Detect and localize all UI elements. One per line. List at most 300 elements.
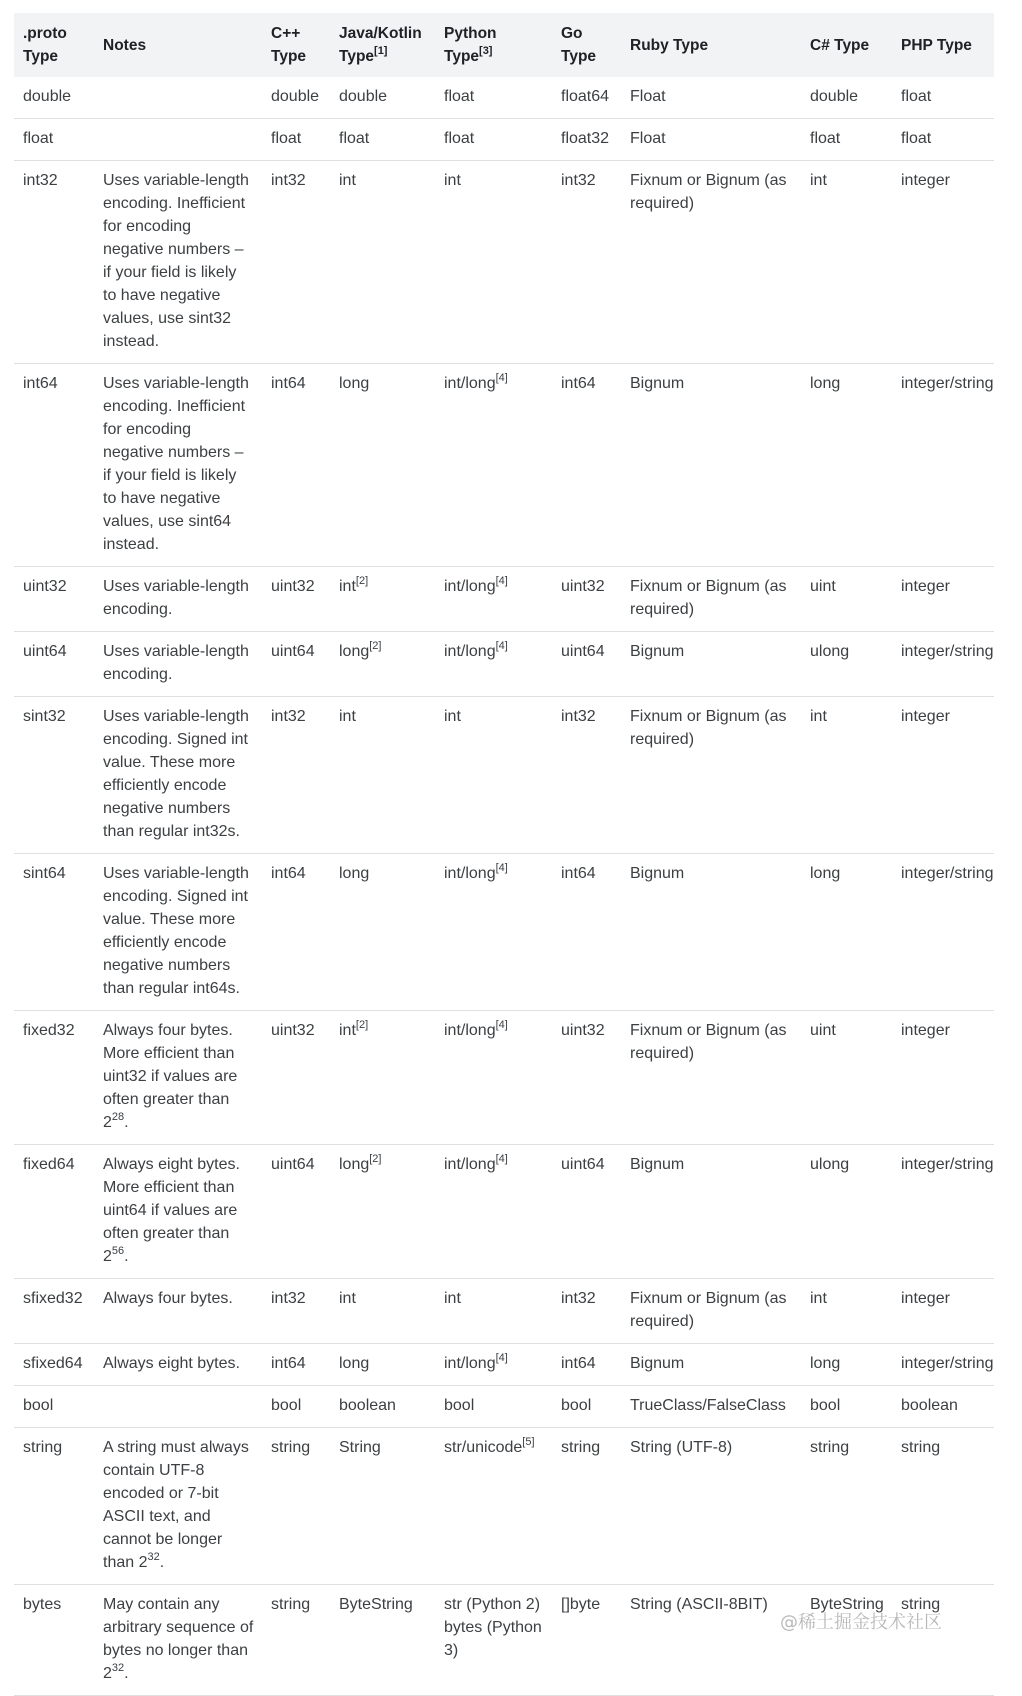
cell-text: Uses variable-length encoding. Inefficient for encoding negative numbers – if your field is likely to have negative values, use sint32 instead. [103, 172, 249, 350]
cell-text: int [444, 1290, 461, 1307]
cell-text: int64 [561, 1355, 596, 1372]
header-label: PHP Type [901, 36, 972, 54]
cell-text: string [901, 1439, 941, 1456]
cell-php-type [892, 567, 994, 632]
watermark: @稀土掘金技术社区 [780, 1612, 942, 1633]
cell-text: integer/string [901, 1355, 994, 1372]
cell-php-type [892, 1011, 994, 1145]
cell-text: int64 [271, 865, 306, 882]
footnote-ref[interactable]: [4] [495, 1152, 508, 1165]
cell-text: Uses variable-length encoding. Signed int value. These more efficiently encode negative numbers than regular int32s. [103, 708, 249, 840]
cell-text: int64 [23, 375, 58, 392]
cell-text: float [23, 130, 54, 147]
cell-text: uint64 [561, 1156, 605, 1173]
cell-text: int [444, 708, 461, 725]
cell-text: Fixnum or Bignum (as required) [630, 578, 787, 618]
header-php-type [892, 13, 994, 77]
cell-go-type [552, 1279, 621, 1344]
cell-text: float64 [561, 88, 610, 105]
header-ruby-type [621, 13, 801, 77]
cell-notes [94, 1279, 262, 1344]
table-row [14, 1011, 994, 1145]
cell-text: Float [630, 88, 666, 105]
cell-java-type [330, 1279, 435, 1344]
cell-text: ulong [810, 1156, 850, 1173]
cell-text: sfixed64 [23, 1355, 83, 1372]
cell-text-tail: . [124, 1114, 129, 1131]
header-java-kotlin-type [330, 13, 435, 77]
cell-java-type [330, 1011, 435, 1145]
footnote-ref[interactable]: [2] [355, 574, 369, 587]
cell-php-type [892, 1145, 994, 1279]
header-go-type [552, 13, 621, 77]
cell-text: float32 [561, 130, 610, 147]
cell-go-type [552, 1428, 621, 1585]
cell-go-type [552, 1145, 621, 1279]
exponent: 32 [111, 1661, 125, 1674]
cell-text: Bignum [630, 1355, 685, 1372]
cell-cpp-type [262, 632, 330, 697]
cell-text: sint32 [23, 708, 66, 725]
cell-proto-type [14, 119, 94, 161]
cell-text: integer [901, 578, 950, 595]
table-row [14, 119, 994, 161]
cell-text: double [339, 88, 388, 105]
table-row [14, 632, 994, 697]
cell-text: int/long [444, 578, 496, 595]
header-notes [94, 13, 262, 77]
cell-text: str (Python 2) bytes (Python 3) [444, 1596, 542, 1659]
cell-text: int64 [271, 1355, 306, 1372]
cell-go-type [552, 1011, 621, 1145]
footnote-ref[interactable]: [4] [495, 1018, 508, 1031]
cell-text: uint64 [561, 643, 605, 660]
cell-java-type [330, 632, 435, 697]
cell-go-type [552, 632, 621, 697]
cell-text: uint32 [561, 1022, 605, 1039]
cell-text: string [561, 1439, 601, 1456]
cell-php-type [892, 1386, 994, 1428]
cell-go-type [552, 1344, 621, 1386]
cell-text: fixed32 [23, 1022, 75, 1039]
cell-python-type [435, 119, 552, 161]
cell-text: str/unicode [444, 1439, 523, 1456]
cell-csharp-type [801, 1279, 892, 1344]
cell-text-tail: . [124, 1248, 129, 1265]
cell-text: ByteString [810, 1596, 884, 1613]
cell-proto-type [14, 1428, 94, 1585]
cell-cpp-type [262, 1386, 330, 1428]
cell-text: Fixnum or Bignum (as required) [630, 1022, 787, 1062]
footnote-ref[interactable]: [4] [495, 639, 508, 652]
exponent: 32 [147, 1550, 160, 1563]
cell-text: ulong [810, 643, 850, 660]
cell-text: May contain any arbitrary sequence of bytes no longer than 2 [103, 1596, 254, 1682]
cell-text: TrueClass/FalseClass [630, 1397, 786, 1414]
header-label: C# Type [810, 36, 870, 54]
cell-text: bool [23, 1397, 54, 1414]
cell-text: double [810, 88, 859, 105]
cell-text: double [23, 88, 72, 105]
cell-text: long [339, 1156, 370, 1173]
footnote-ref[interactable]: [2] [355, 1018, 369, 1031]
cell-text: Always eight bytes. [103, 1355, 240, 1372]
cell-text: Bignum [630, 643, 685, 660]
cell-python-type [435, 1585, 552, 1696]
cell-ruby-type [621, 1011, 801, 1145]
cell-text: uint32 [271, 578, 315, 595]
cell-text: Bignum [630, 865, 685, 882]
cell-text: integer [901, 708, 950, 725]
cell-text: Bignum [630, 1156, 685, 1173]
header-proto-type [14, 13, 94, 77]
table-row [14, 1585, 994, 1696]
cell-text: string [271, 1439, 311, 1456]
cell-text: bool [561, 1397, 592, 1414]
cell-text: int32 [271, 172, 306, 189]
cell-php-type [892, 161, 994, 364]
cell-text: int/long [444, 1022, 496, 1039]
cell-proto-type [14, 364, 94, 567]
cell-cpp-type [262, 364, 330, 567]
cell-text: bool [271, 1397, 302, 1414]
cell-csharp-type [801, 1344, 892, 1386]
cell-python-type [435, 1344, 552, 1386]
cell-python-type [435, 632, 552, 697]
cell-notes [94, 1344, 262, 1386]
cell-notes [94, 854, 262, 1011]
cell-notes [94, 1428, 262, 1585]
cell-text: uint [810, 1022, 836, 1039]
cell-ruby-type [621, 1344, 801, 1386]
table-row [14, 364, 994, 567]
cell-text: boolean [339, 1397, 396, 1414]
cell-csharp-type [801, 854, 892, 1011]
cell-php-type [892, 697, 994, 854]
cell-text: long [339, 1355, 370, 1372]
cell-cpp-type [262, 1145, 330, 1279]
cell-text: bytes [23, 1596, 62, 1613]
cell-text: double [271, 88, 320, 105]
cell-java-type [330, 854, 435, 1011]
cell-text: int [339, 1290, 356, 1307]
cell-go-type [552, 119, 621, 161]
footnote-ref[interactable]: [4] [495, 574, 508, 587]
footnote-ref[interactable]: [2] [369, 1152, 382, 1165]
cell-text: ByteString [339, 1596, 413, 1613]
cell-java-type [330, 161, 435, 364]
cell-java-type [330, 1386, 435, 1428]
cell-text: Always eight bytes. More efficient than uint64 if values are often greater than 2 [103, 1156, 240, 1265]
cell-java-type [330, 567, 435, 632]
cell-text: float [901, 88, 932, 105]
scalar-value-types-table [14, 13, 994, 1696]
cell-proto-type [14, 567, 94, 632]
cell-text: long [810, 1355, 841, 1372]
cell-go-type [552, 77, 621, 119]
cell-java-type [330, 697, 435, 854]
cell-text: int/long [444, 1355, 496, 1372]
table-row [14, 77, 994, 119]
cell-go-type [552, 161, 621, 364]
cell-java-type [330, 77, 435, 119]
cell-text: Uses variable-length encoding. [103, 578, 249, 618]
header-python-type [435, 13, 552, 77]
cell-cpp-type [262, 1344, 330, 1386]
cell-text: integer/string [901, 865, 994, 882]
cell-notes [94, 364, 262, 567]
exponent: 56 [111, 1244, 125, 1257]
cell-java-type [330, 364, 435, 567]
table-body [14, 77, 994, 1696]
cell-text: int64 [561, 375, 596, 392]
cell-text: Bignum [630, 375, 685, 392]
cell-cpp-type [262, 1011, 330, 1145]
table-row [14, 854, 994, 1011]
cell-text: int [810, 1290, 827, 1307]
cell-cpp-type [262, 697, 330, 854]
cell-csharp-type [801, 77, 892, 119]
cell-text: Fixnum or Bignum (as required) [630, 708, 787, 748]
cell-csharp-type [801, 119, 892, 161]
cell-text: String (ASCII-8BIT) [630, 1596, 768, 1613]
cell-java-type [330, 1428, 435, 1585]
cell-notes [94, 697, 262, 854]
cell-cpp-type [262, 1279, 330, 1344]
cell-text: int [810, 172, 827, 189]
cell-text: uint32 [23, 578, 67, 595]
cell-cpp-type [262, 1428, 330, 1585]
cell-cpp-type [262, 567, 330, 632]
table-row [14, 161, 994, 364]
cell-csharp-type [801, 567, 892, 632]
cell-proto-type [14, 1386, 94, 1428]
cell-go-type [552, 567, 621, 632]
cell-csharp-type [801, 1386, 892, 1428]
footnote-ref[interactable]: [3] [479, 44, 493, 57]
cell-text: int64 [561, 865, 596, 882]
cell-text: int [444, 172, 461, 189]
cell-ruby-type [621, 161, 801, 364]
cell-text: uint64 [271, 1156, 315, 1173]
table-row [14, 1145, 994, 1279]
cell-text: long [339, 865, 370, 882]
cell-cpp-type [262, 1585, 330, 1696]
cell-ruby-type [621, 77, 801, 119]
cell-text: int32 [561, 708, 596, 725]
cell-cpp-type [262, 77, 330, 119]
cell-text: int [339, 1022, 356, 1039]
cell-text: string [23, 1439, 63, 1456]
cell-php-type [892, 1585, 994, 1696]
cell-text: long [339, 375, 370, 392]
cell-notes [94, 1145, 262, 1279]
header-cpp-type [262, 13, 330, 77]
cell-php-type [892, 77, 994, 119]
cell-csharp-type [801, 364, 892, 567]
footnote-ref[interactable]: [1] [374, 44, 388, 57]
cell-text: integer/string [901, 1156, 994, 1173]
cell-text: []byte [561, 1596, 601, 1613]
cell-text: uint64 [23, 643, 67, 660]
header-label: Java/Kotlin Type [339, 25, 422, 65]
cell-python-type [435, 567, 552, 632]
cell-notes [94, 77, 262, 119]
cell-php-type [892, 364, 994, 567]
cell-python-type [435, 1386, 552, 1428]
cell-text: Uses variable-length encoding. Inefficient for encoding negative numbers – if your field is likely to have negative values, use sint64 instead. [103, 375, 249, 553]
cell-text: float [444, 130, 475, 147]
footnote-ref[interactable]: [4] [495, 861, 508, 874]
cell-notes [94, 632, 262, 697]
exponent: 28 [111, 1110, 125, 1123]
cell-text: String [339, 1439, 381, 1456]
cell-python-type [435, 1279, 552, 1344]
cell-ruby-type [621, 567, 801, 632]
cell-proto-type [14, 77, 94, 119]
cell-php-type [892, 854, 994, 1011]
cell-php-type [892, 1344, 994, 1386]
table-header-row [14, 13, 994, 77]
cell-proto-type [14, 1344, 94, 1386]
cell-text: string [810, 1439, 850, 1456]
cell-proto-type [14, 854, 94, 1011]
cell-text: float [810, 130, 841, 147]
cell-text-tail: . [159, 1554, 165, 1571]
cell-python-type [435, 364, 552, 567]
cell-text: int/long [444, 865, 496, 882]
cell-text: int [339, 172, 356, 189]
cell-proto-type [14, 697, 94, 854]
cell-proto-type [14, 1011, 94, 1145]
cell-java-type [330, 1145, 435, 1279]
cell-python-type [435, 1011, 552, 1145]
cell-text-tail: . [124, 1665, 129, 1682]
cell-java-type [330, 1344, 435, 1386]
header-label: Go Type [561, 25, 597, 65]
cell-text: int32 [561, 172, 596, 189]
cell-text: long [810, 865, 841, 882]
cell-text: long [339, 643, 370, 660]
cell-text: int [339, 578, 356, 595]
cell-text: integer [901, 1290, 950, 1307]
cell-text: string [901, 1596, 941, 1613]
cell-csharp-type [801, 632, 892, 697]
cell-csharp-type [801, 1011, 892, 1145]
cell-text: sfixed32 [23, 1290, 83, 1307]
cell-go-type [552, 854, 621, 1011]
cell-text: Fixnum or Bignum (as required) [630, 172, 787, 212]
table-row [14, 1279, 994, 1344]
cell-python-type [435, 1428, 552, 1585]
cell-python-type [435, 161, 552, 364]
cell-text: Uses variable-length encoding. Signed int value. These more efficiently encode negative numbers than regular int64s. [103, 865, 249, 997]
cell-ruby-type [621, 1145, 801, 1279]
cell-ruby-type [621, 854, 801, 1011]
cell-text: integer [901, 1022, 950, 1039]
cell-text: int [810, 708, 827, 725]
table-row [14, 697, 994, 854]
cell-ruby-type [621, 1386, 801, 1428]
cell-text: fixed64 [23, 1156, 75, 1173]
cell-text: int [339, 708, 356, 725]
header-label: Notes [103, 36, 147, 54]
cell-text: Float [630, 130, 666, 147]
cell-csharp-type [801, 1585, 892, 1696]
cell-text: Always four bytes. [103, 1290, 233, 1307]
cell-text: uint64 [271, 643, 315, 660]
cell-php-type [892, 1279, 994, 1344]
cell-text: integer [901, 172, 950, 189]
cell-text: integer/string [901, 643, 994, 660]
cell-ruby-type [621, 1428, 801, 1585]
cell-csharp-type [801, 697, 892, 854]
cell-text: float [339, 130, 370, 147]
cell-text: float [271, 130, 302, 147]
cell-proto-type [14, 161, 94, 364]
cell-cpp-type [262, 161, 330, 364]
cell-go-type [552, 1585, 621, 1696]
cell-text: bool [810, 1397, 841, 1414]
cell-python-type [435, 77, 552, 119]
cell-notes [94, 161, 262, 364]
cell-text: uint32 [561, 578, 605, 595]
cell-text: float [444, 88, 475, 105]
cell-text: int32 [271, 1290, 306, 1307]
table-row [14, 567, 994, 632]
cell-text: int32 [23, 172, 58, 189]
cell-ruby-type [621, 119, 801, 161]
footnote-ref[interactable]: [4] [495, 371, 508, 384]
cell-csharp-type [801, 1428, 892, 1585]
cell-text: uint32 [271, 1022, 315, 1039]
cell-python-type [435, 697, 552, 854]
cell-php-type [892, 119, 994, 161]
cell-text: int/long [444, 1156, 496, 1173]
header-label: .proto Type [23, 25, 67, 65]
cell-proto-type [14, 1585, 94, 1696]
cell-ruby-type [621, 1585, 801, 1696]
cell-text: Fixnum or Bignum (as required) [630, 1290, 787, 1330]
cell-php-type [892, 632, 994, 697]
cell-proto-type [14, 632, 94, 697]
cell-cpp-type [262, 119, 330, 161]
cell-text: string [271, 1596, 311, 1613]
table-row [14, 1428, 994, 1585]
cell-proto-type [14, 1145, 94, 1279]
cell-text: uint [810, 578, 836, 595]
footnote-ref[interactable]: [4] [495, 1351, 508, 1364]
cell-text: Always four bytes. More efficient than uint32 if values are often greater than 2 [103, 1022, 238, 1131]
cell-csharp-type [801, 161, 892, 364]
table-row [14, 1344, 994, 1386]
cell-text: float [901, 130, 932, 147]
cell-python-type [435, 854, 552, 1011]
header-label: Ruby Type [630, 36, 709, 54]
footnote-ref[interactable]: [2] [369, 639, 382, 652]
footnote-ref[interactable]: [5] [522, 1435, 535, 1448]
table-row [14, 1386, 994, 1428]
cell-notes [94, 1011, 262, 1145]
cell-text: int/long [444, 375, 496, 392]
scalar-types-table-wrapper [14, 13, 994, 1696]
cell-ruby-type [621, 364, 801, 567]
header-label: C++ Type [271, 25, 307, 65]
cell-text: Uses variable-length encoding. [103, 643, 249, 683]
cell-cpp-type [262, 854, 330, 1011]
cell-text: bool [444, 1397, 475, 1414]
cell-java-type [330, 119, 435, 161]
